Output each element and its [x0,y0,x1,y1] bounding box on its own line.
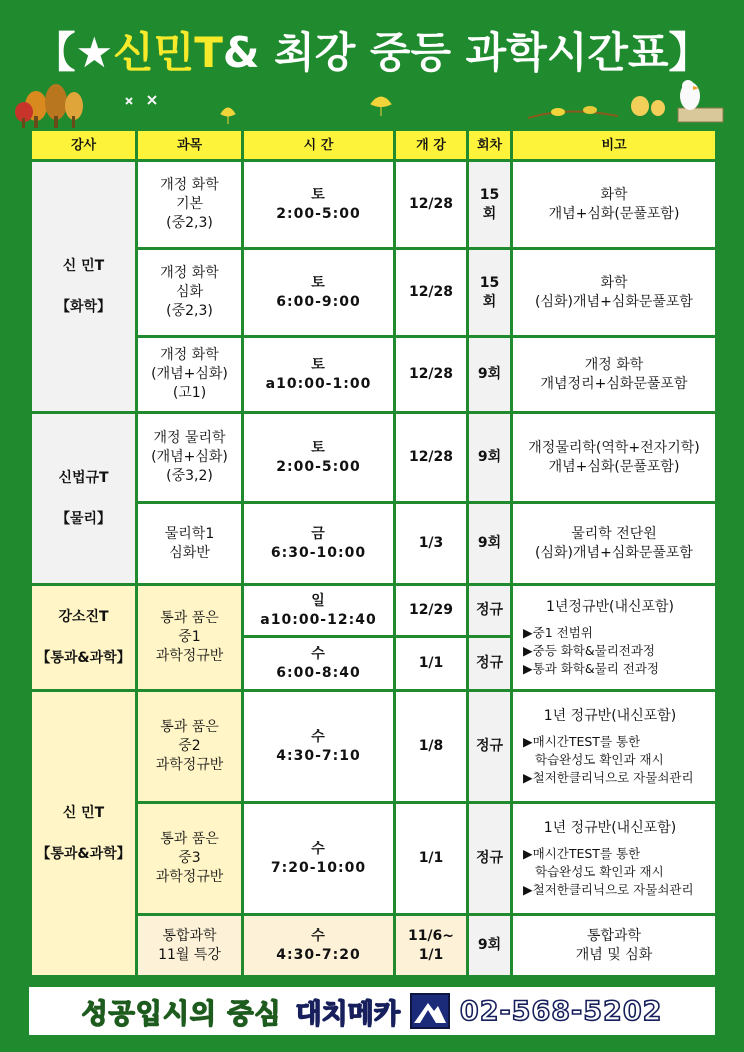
start-date-cell: 1/1 [395,637,468,691]
instructor-name: 신법규T [58,469,109,486]
note-line: 개념정리+심화문풀포함 [540,375,688,392]
note-cell [512,249,717,337]
time-cell [243,337,395,413]
subject-line: 과학정규반 [155,648,224,664]
day-label: 토 [311,274,326,291]
page-title [0,18,744,82]
session-count-cell: 9회 [468,413,512,503]
note-cell [512,915,717,977]
note-bullet: ▶철저한클리닉으로 자물쇠관리 [523,881,694,897]
subject-area: 【물리】 [55,510,112,527]
session-count-cell: 정규 [468,585,512,637]
note-bullet: ▶중1 전범위 [523,624,593,640]
session-count-cell: 9회 [468,337,512,413]
instructor-name: 강소진T [58,608,109,625]
start-date-cell: 11/6~ 1/1 [395,915,468,977]
header-instructor: 강사 [31,130,137,161]
subject-line: 중1 [178,629,201,645]
time-label: 6:00-8:40 [276,664,361,681]
subject-cell [137,915,243,977]
time-cell [243,915,395,977]
session-count-cell: 정규 [468,691,512,803]
subject-line: 물리학1 [164,525,215,542]
subject-cell [137,249,243,337]
subject-line: 통과 품은 [160,831,219,847]
note-cell [512,585,717,691]
header-subject: 과목 [137,130,243,161]
subject-line: 중3 [178,850,201,866]
dragonfly-icon [118,90,168,120]
start-date-cell: 1/8 [395,691,468,803]
start-date-cell: 12/28 [395,161,468,249]
start-date-cell: 12/29 [395,585,468,637]
time-label: 2:00-5:00 [276,458,361,475]
note-bullet: ▶철저한클리닉으로 자물쇠관리 [523,769,694,785]
note-cell [512,337,717,413]
title-rest: & 최강 중등 과학시간표】 [222,28,711,77]
subject-line: 개정 화학 [160,177,219,193]
ginkgo-leaf-icon [368,92,394,118]
autumn-trees-illustration [12,80,102,130]
note-bullet: ▶중등 화학&물리전과정 [523,642,656,658]
note-line: (심화)개념+심화문풀포함 [535,544,693,561]
instructor-cell [31,585,137,691]
subject-area: 【화학】 [55,298,112,315]
subject-line: 과학정규반 [155,757,224,773]
timetable-header-row [31,130,717,161]
header-note: 비고 [512,130,717,161]
instructor-name: 신 민T [62,804,105,821]
day-label: 토 [311,439,326,456]
time-cell [243,585,395,637]
subject-line: 개정 화학 [160,347,219,363]
time-label: a10:00-12:40 [260,611,377,628]
note-bullet: ▶매시간TEST를 통한 [523,733,641,749]
subject-line: 11월 특강 [158,946,221,963]
time-label: 7:20-10:00 [270,859,367,876]
instructor-cell [31,161,137,413]
note-cell [512,413,717,503]
subject-cell [137,337,243,413]
subject-line: 기본 [175,196,204,212]
day-label: 수 [311,840,326,857]
academy-logo-icon [410,993,450,1029]
start-date-cell: 12/28 [395,413,468,503]
session-count-cell [468,161,512,249]
subject-cell [137,803,243,915]
footer-slogan: 성공입시의 중심 [81,998,282,1030]
subject-line: 통과 품은 [160,719,219,735]
session-count-cell [468,249,512,337]
note-bullet: ▶통과 화학&물리 전과정 [523,660,659,676]
time-label: 6:00-9:00 [276,293,361,310]
day-label: 토 [311,356,326,373]
note-line: 화학 [600,186,628,203]
table-row [31,691,717,803]
subject-line: 심화반 [169,544,210,561]
start-date-cell: 1/3 [395,503,468,585]
instructor-cell [31,413,137,585]
note-line: 물리학 전단원 [571,525,657,542]
time-label: 2:00-5:00 [276,205,361,222]
subject-area: 【통과&과학】 [36,845,131,862]
session-count-cell: 정규 [468,637,512,691]
count-line: 15 [479,274,500,291]
subject-line: (중3,2) [166,468,213,484]
note-cell [512,691,717,803]
subject-cell [137,503,243,585]
note-bullet: ▶매시간TEST를 통한 [523,845,641,861]
session-count-cell: 정규 [468,803,512,915]
time-cell [243,413,395,503]
ginkgo-leaf-icon [218,104,238,126]
footer-phone: 02-568-5202 [459,995,663,1027]
day-label: 수 [311,927,326,944]
time-cell [243,161,395,249]
autumn-leaves-and-birds-illustration [528,78,728,130]
day-label: 일 [311,592,326,609]
day-label: 금 [311,525,326,542]
subject-line: (고1) [172,385,207,401]
table-row [31,585,717,637]
footer-brand: 대치메카 [295,998,400,1030]
note-heading: 1년 정규반(내신포함) [543,707,677,724]
start-date-cell: 12/28 [395,249,468,337]
table-row [31,413,717,503]
day-label: 토 [311,186,326,203]
count-line: 15 [479,186,500,203]
timetable [29,128,718,978]
note-heading: 1년정규반(내신포함) [545,598,675,615]
time-cell [243,637,395,691]
note-line: 개념+심화(문풀포함) [548,205,680,222]
note-cell [512,503,717,585]
subject-line: 심화 [175,284,204,300]
time-label: 4:30-7:20 [276,946,361,963]
day-label: 수 [311,728,326,745]
note-cell [512,161,717,249]
time-label: 6:30-10:00 [270,544,367,561]
note-line: 개정 화학 [584,356,644,373]
subject-line: 개정 화학 [160,265,219,281]
instructor-name: 신 민T [62,257,105,274]
note-line: 개정물리학(역학+전자기학) [528,439,700,456]
title-open: 【★ [33,28,114,77]
day-label: 수 [311,645,326,662]
session-count-cell: 9회 [468,503,512,585]
subject-cell [137,413,243,503]
time-label: 4:30-7:10 [276,747,361,764]
subject-line: 통과 품은 [160,610,219,626]
note-bullet: 학습완성도 확인과 재시 [535,863,664,879]
note-bullet: 학습완성도 확인과 재시 [535,751,664,767]
time-cell [243,249,395,337]
count-line: 회 [482,293,497,310]
note-line: 통합과학 [586,927,642,944]
note-cell [512,803,717,915]
note-line: 화학 [600,274,628,291]
subject-line: 과학정규반 [155,869,224,885]
subject-line: (개념+심화) [151,366,228,382]
note-line: 개념+심화(문풀포함) [548,458,680,475]
time-cell [243,503,395,585]
count-line: 회 [482,205,497,222]
header-time: 시 간 [243,130,395,161]
subject-line: (중2,3) [166,215,213,231]
table-row [31,161,717,249]
note-heading: 1년 정규반(내신포함) [543,819,677,836]
subject-cell [137,691,243,803]
subject-line: 통합과학 [162,927,217,944]
instructor-cell [31,691,137,977]
subject-area: 【통과&과학】 [36,649,131,666]
subject-line: 개정 물리학 [153,430,226,446]
subject-cell [137,161,243,249]
subject-line: (중2,3) [166,303,213,319]
session-count-cell: 9회 [468,915,512,977]
note-line: 개념 및 심화 [575,946,653,963]
subject-line: 중2 [178,738,201,754]
start-date-cell: 12/28 [395,337,468,413]
note-line: (심화)개념+심화문풀포함 [535,293,693,310]
title-highlight: 신민T [113,28,223,77]
footer-banner [29,987,715,1035]
time-label: a10:00-1:00 [265,375,372,392]
time-cell [243,803,395,915]
subject-line: (개념+심화) [151,449,228,465]
header-start-date: 개 강 [395,130,468,161]
header-session-count: 회차 [468,130,512,161]
subject-cell [137,585,243,691]
start-date-cell: 1/1 [395,803,468,915]
time-cell [243,691,395,803]
